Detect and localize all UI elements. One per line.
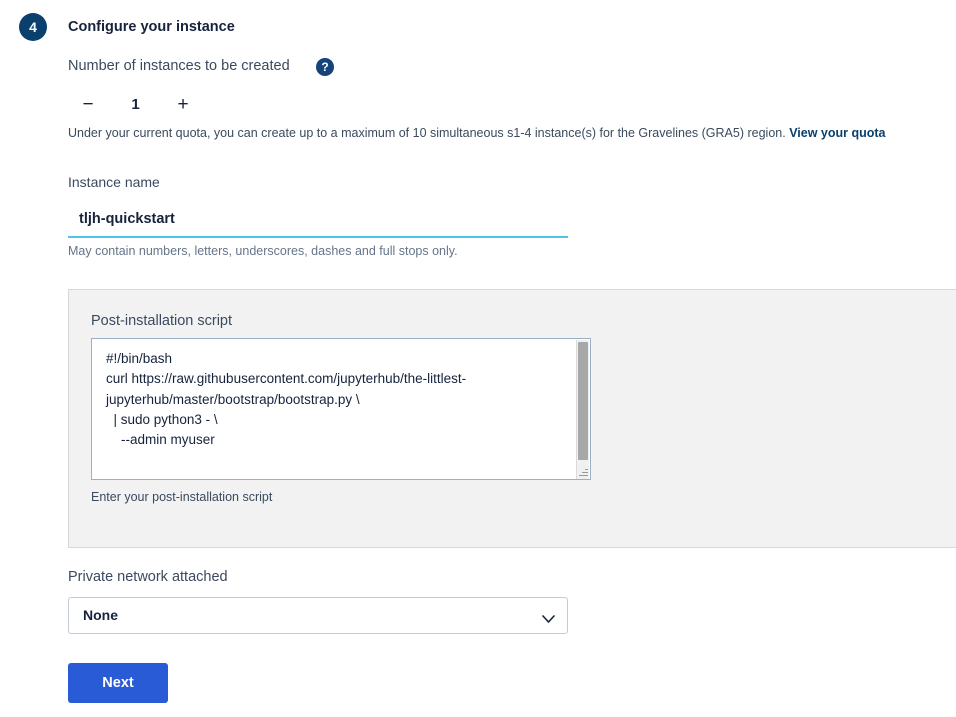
- question-mark-icon[interactable]: ?: [316, 58, 334, 76]
- private-network-select[interactable]: [68, 597, 568, 634]
- private-network-label: Private network attached: [68, 569, 228, 585]
- post-installation-hint: Enter your post-installation script: [91, 490, 273, 504]
- instance-count-stepper[interactable]: [68, 92, 228, 118]
- quota-description: Under your current quota, you can create up to a maximum of 10 simultaneous s1-4 instance(s) for the Gravelines (GRA5) region.: [68, 126, 786, 140]
- post-installation-title: Post-installation script: [91, 313, 233, 329]
- script-scrollbar-thumb[interactable]: [578, 342, 588, 460]
- post-installation-script-input[interactable]: [104, 347, 558, 471]
- view-quota-link[interactable]: View your quota: [789, 126, 886, 140]
- increment-button[interactable]: +: [177, 94, 189, 115]
- post-installation-script-box[interactable]: [91, 338, 591, 480]
- instance-name-input[interactable]: [68, 202, 568, 238]
- script-scrollbar[interactable]: [576, 340, 589, 480]
- instance-name-label: Instance name: [68, 174, 160, 190]
- instance-count-value: 1: [131, 96, 140, 113]
- chevron-down-icon: [542, 610, 555, 618]
- spellcheck-squiggle-sudo: [116, 474, 146, 478]
- quota-text: [68, 126, 886, 140]
- decrement-button[interactable]: −: [82, 94, 94, 115]
- next-button[interactable]: Next: [68, 663, 168, 703]
- number-of-instances-label: Number of instances to be created: [68, 58, 290, 74]
- private-network-selected-value: None: [83, 607, 118, 623]
- post-installation-panel: [68, 289, 956, 548]
- textarea-resize-handle[interactable]: [577, 466, 589, 478]
- page-title: Configure your instance: [68, 19, 235, 35]
- step-number-badge: 4: [19, 13, 47, 41]
- instance-name-hint: May contain numbers, letters, underscores, dashes and full stops only.: [68, 244, 458, 258]
